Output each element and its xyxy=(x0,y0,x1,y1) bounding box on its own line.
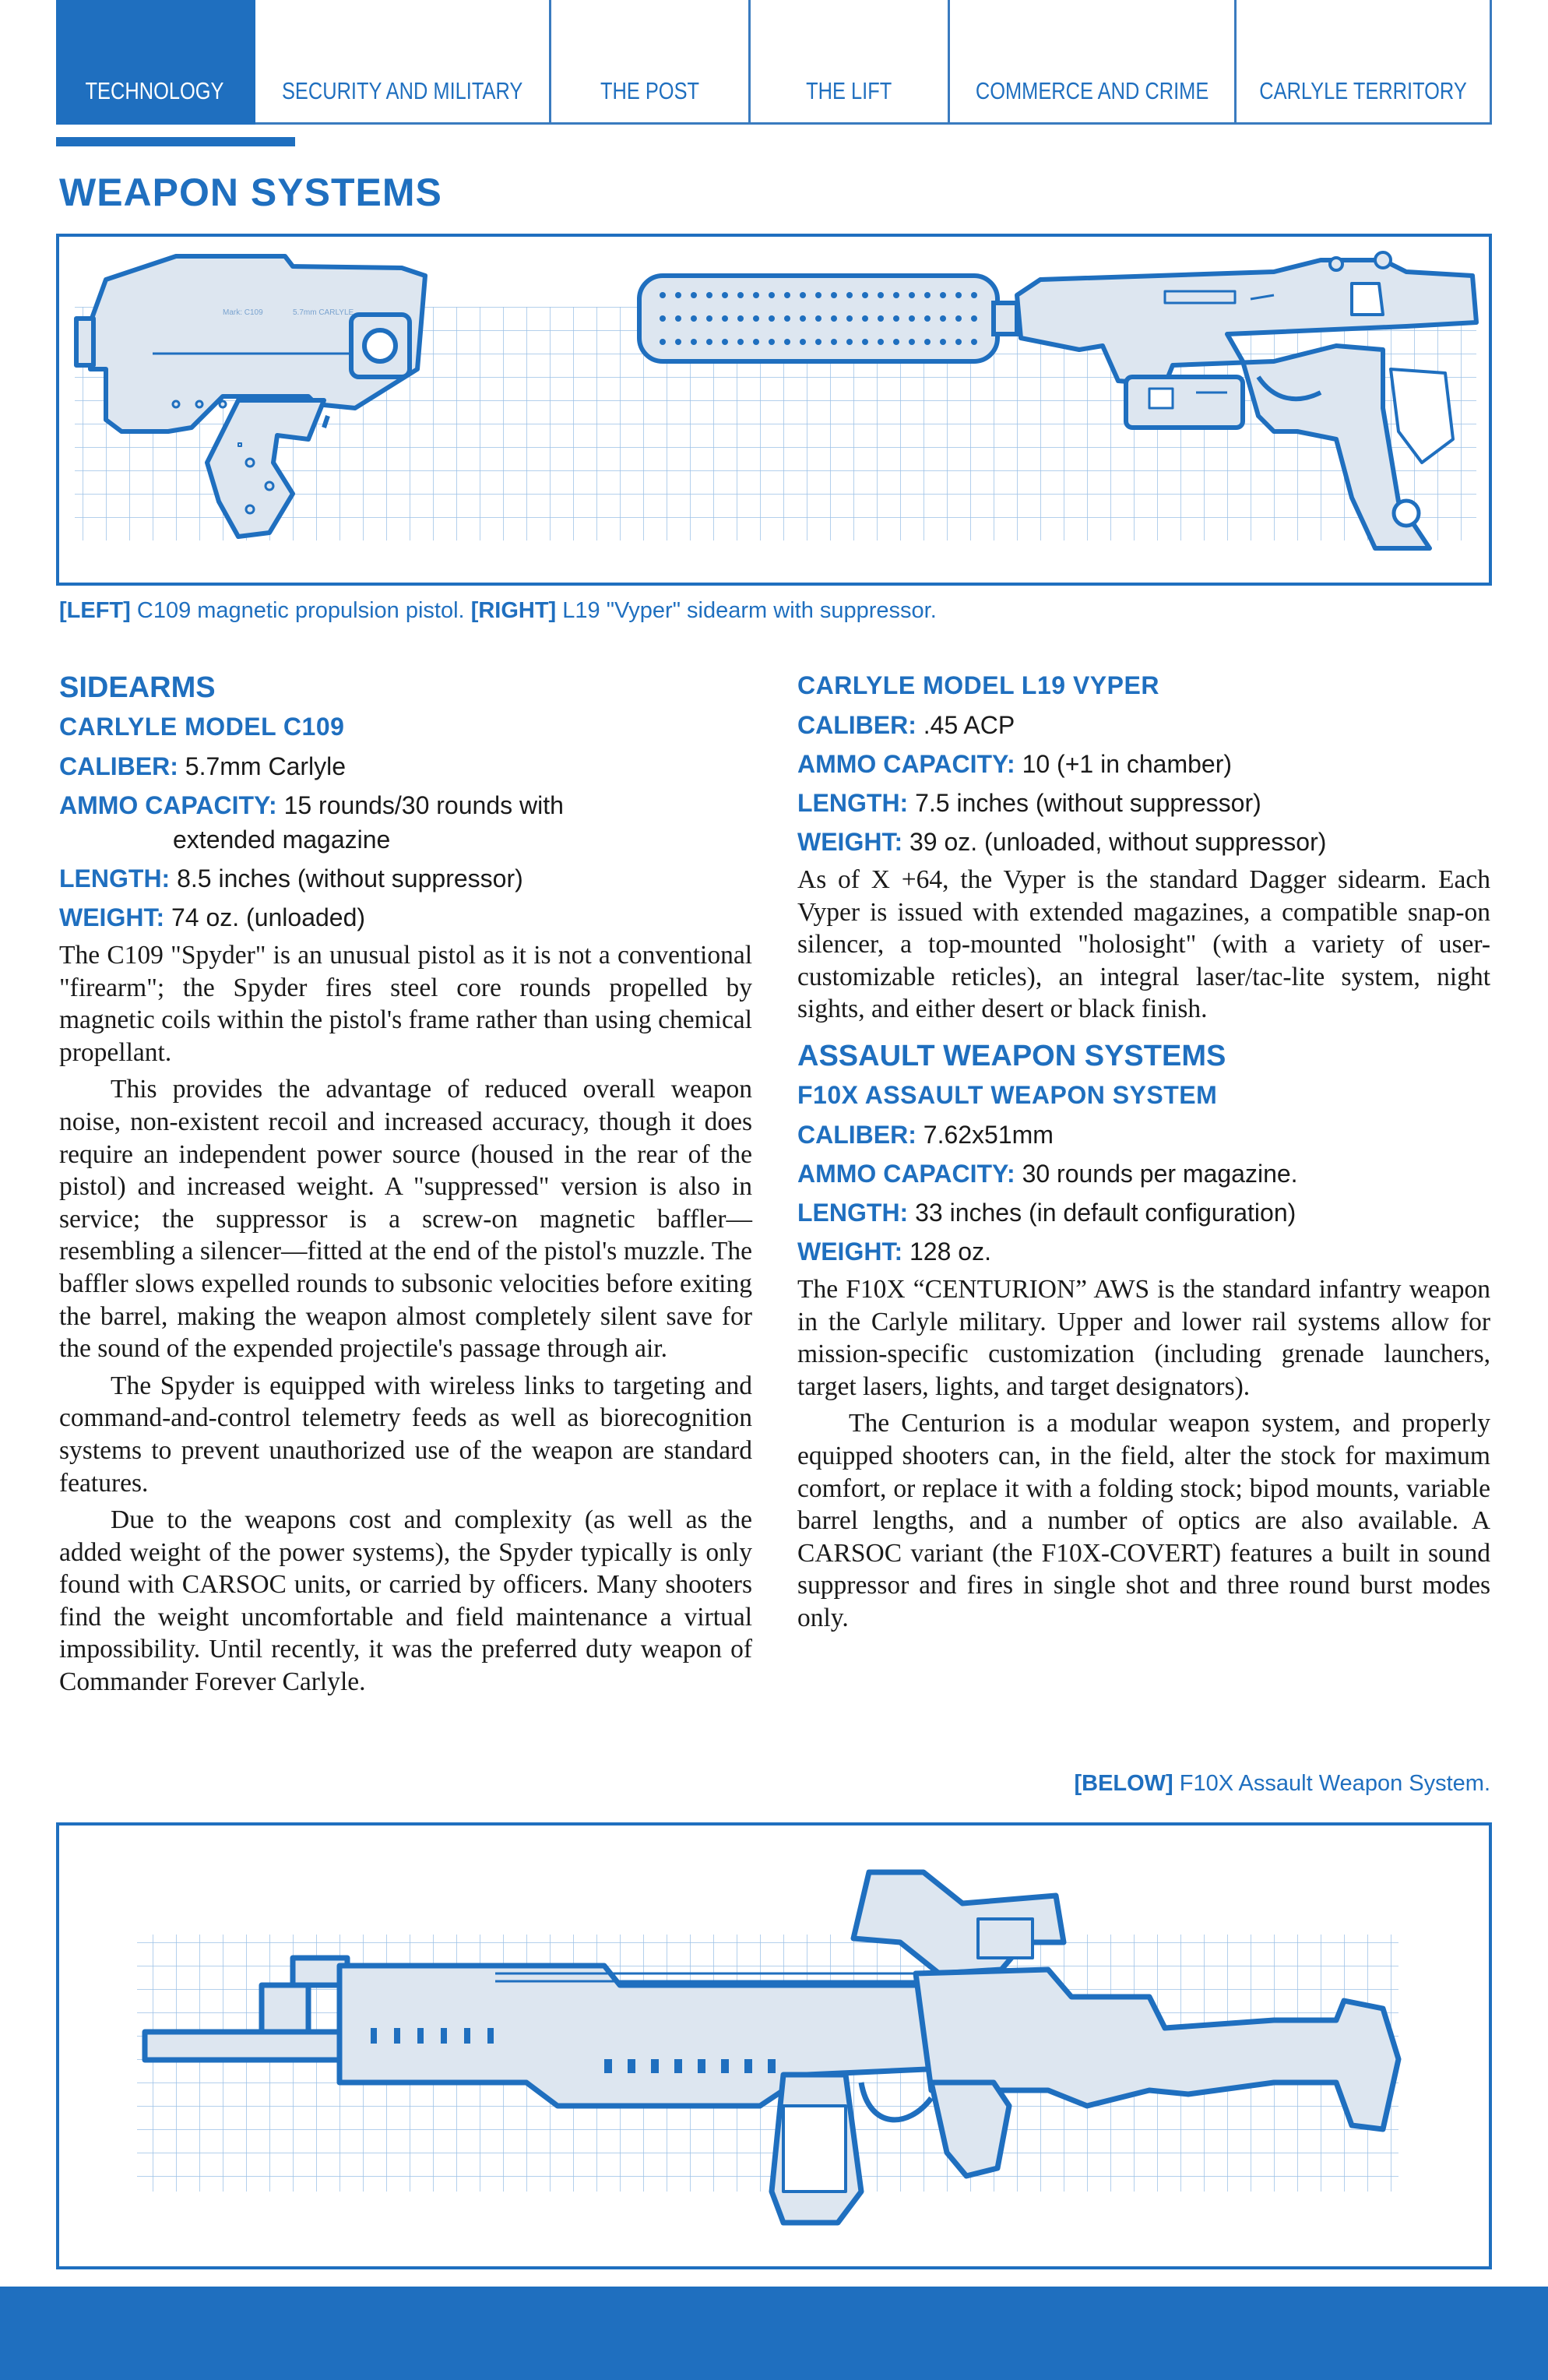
caption-right-tag: [RIGHT] xyxy=(470,598,557,623)
f10x-model-heading: F10X ASSAULT WEAPON SYSTEM xyxy=(797,1080,1218,1109)
caption-below-tag: [BELOW] xyxy=(1074,1771,1173,1796)
caption-below-text: F10X Assault Weapon System. xyxy=(1179,1771,1490,1796)
c109-model-heading: CARLYLE MODEL C109 xyxy=(59,713,345,741)
c109-spec-weight: WEIGHT: 74 oz. (unloaded) xyxy=(59,903,366,931)
caption-left-text: C109 magnetic propulsion pistol. xyxy=(136,598,465,623)
f10x-spec-ammo: AMMO CAPACITY: 30 rounds per magazine. xyxy=(797,1159,1298,1188)
left-column xyxy=(59,671,752,1699)
rifle-figure xyxy=(56,1822,1492,2269)
pistols-blueprint xyxy=(59,237,1489,583)
top-figure-caption xyxy=(59,598,937,624)
suppressor-drawing xyxy=(639,276,1017,361)
footer-bar xyxy=(0,2287,1548,2380)
page-title: WEAPON SYSTEMS xyxy=(59,171,442,214)
c109-marking-caliber: 5.7mm CARLYLE xyxy=(293,308,354,317)
tab-carlyle-territory[interactable]: CARLYLE TERRITORY xyxy=(1237,0,1492,125)
pistols-figure xyxy=(56,234,1492,586)
f10x-spec-length: LENGTH: 33 inches (in default configuration) xyxy=(797,1198,1296,1227)
tab-technology[interactable]: TECHNOLOGY xyxy=(56,0,255,125)
l19-spec-length: LENGTH: 7.5 inches (without suppressor) xyxy=(797,789,1261,817)
right-column xyxy=(797,671,1490,1635)
caption-left-tag: [LEFT] xyxy=(59,598,131,623)
c109-spec-caliber: CALIBER: 5.7mm Carlyle xyxy=(59,752,347,780)
c109-paragraph-1: The C109 "Spyder" is an unusual pistol as it is not a conventional "firearm"; the Spyder fires steel core rounds propelled by magnetic coils within the pistol's frame rather than using chemical propellant. xyxy=(59,941,752,1067)
bottom-figure-caption xyxy=(1074,1771,1490,1797)
l19-spec-ammo: AMMO CAPACITY: 10 (+1 in chamber) xyxy=(797,750,1233,778)
tab-security-and-military[interactable]: SECURITY AND MILITARY xyxy=(255,0,551,125)
c109-paragraph-2: This provides the advantage of reduced overall weapon noise, non-existent recoil and increased accuracy, though it does require an independent power source (housed in the rear of the pistol) and increased weight. A "suppressed" version is also in service; the suppressor is a screw-on magnetic baffler—resembling a silencer—fitted at the end of the pistol's muzzle. The baffler slows expelled rounds to subsonic velocities before exiting the barrel, making the weapon almost completely silent save for the sound of the expended projectile's passage through air. xyxy=(59,1075,752,1364)
c109-paragraph-4: Due to the weapons cost and complexity (as well as the added weight of the power systems), the Spyder typically is only found with CARSOC units, or carried by officers. Many shooters find the weight uncomfortable and field maintenance a virtual impossibility. Until recently, it was the preferred duty weapon of Commander Forever Carlyle. xyxy=(59,1505,752,1697)
tab-the-post[interactable]: THE POST xyxy=(551,0,751,125)
l19-paragraph: As of X +64, the Vyper is the standard Dagger sidearm. Each Vyper is issued with extended magazines, a compatible snap-on silencer, a top-mounted "holosight" (with a variety of user-customizable reticles), an integral laser/tac-lite system, night sights, and either desert or black finish. xyxy=(797,865,1490,1024)
tab-commerce-and-crime[interactable]: COMMERCE AND CRIME xyxy=(950,0,1237,125)
f10x-spec-weight: WEIGHT: 128 oz. xyxy=(797,1237,991,1266)
active-tab-underline xyxy=(56,137,295,146)
c109-paragraph-3: The Spyder is equipped with wireless links to targeting and command-and-control telemetry feeds as well as biorecognition systems to prevent unauthorized use of the weapon are standard features. xyxy=(59,1371,752,1498)
c109-spec-ammo: AMMO CAPACITY: 15 rounds/30 rounds with extended magazine xyxy=(59,791,564,854)
l19-spec-caliber: CALIBER: .45 ACP xyxy=(797,711,1015,739)
l19-spec-weight: WEIGHT: 39 oz. (unloaded, without suppressor) xyxy=(797,828,1327,856)
tab-the-lift[interactable]: THE LIFT xyxy=(751,0,950,125)
c109-spec-length: LENGTH: 8.5 inches (without suppressor) xyxy=(59,864,523,892)
caption-right-text: L19 "Vyper" sidearm with suppressor. xyxy=(562,598,937,623)
f10x-blueprint xyxy=(59,1825,1489,2266)
sidearms-heading: SIDEARMS xyxy=(59,671,216,704)
assault-weapon-systems-heading: ASSAULT WEAPON SYSTEMS xyxy=(797,1039,1226,1072)
f10x-paragraph-1: The F10X “CENTURION” AWS is the standard infantry weapon in the Carlyle military. Upper and lower rail systems allow for mission-specific customization (including grenade launchers, target lasers, lights, and target designators). xyxy=(797,1274,1490,1401)
section-tabs xyxy=(56,0,1492,125)
l19-model-heading: CARLYLE MODEL L19 VYPER xyxy=(797,671,1159,699)
f10x-spec-caliber: CALIBER: 7.62x51mm xyxy=(797,1120,1054,1149)
f10x-paragraph-2: The Centurion is a modular weapon system, and properly equipped shooters can, in the field, alter the stock for maximum comfort, or replace it with a folding stock; bipod mounts, variable barrel lengths, and a number of optics are also available. A CARSOC variant (the F10X-COVERT) features a built in sound suppressor and fires in single shot and three round burst modes only. xyxy=(797,1409,1490,1632)
c109-marking-model: Mark: C109 xyxy=(223,308,263,317)
